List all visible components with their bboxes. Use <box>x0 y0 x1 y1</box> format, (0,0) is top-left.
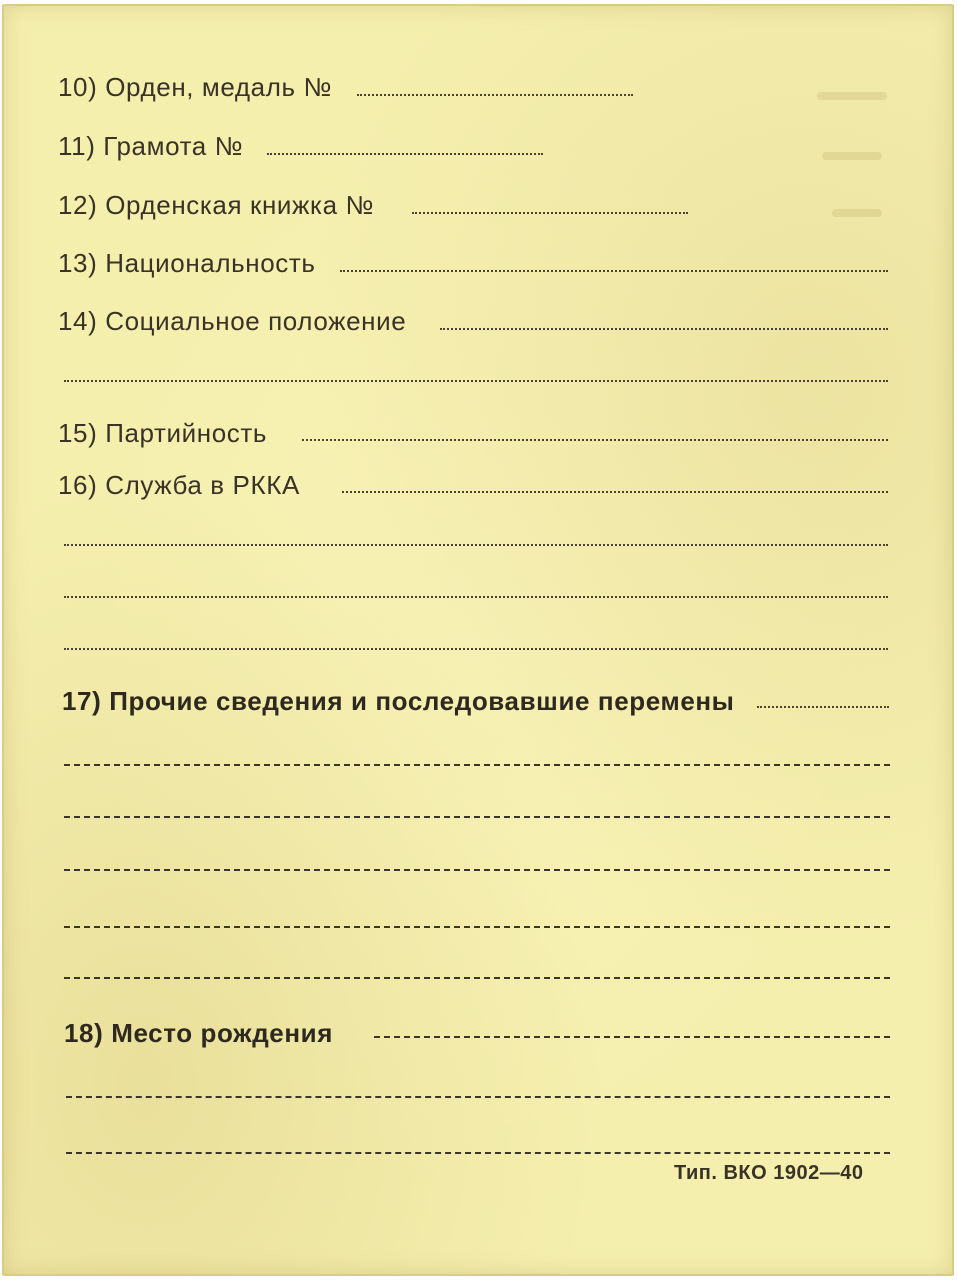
field-16-label: 16) Служба в РККА <box>58 470 300 500</box>
field-16-line-4[interactable] <box>64 648 888 650</box>
show-through-mark <box>822 152 882 160</box>
field-15-label: 15) Партийность <box>58 418 268 448</box>
field-14-line-2[interactable] <box>64 380 888 382</box>
field-13-label: 13) Национальность <box>58 248 316 278</box>
field-18-line-2[interactable] <box>66 1096 890 1098</box>
field-14-label: 14) Социальное положение <box>58 306 407 336</box>
field-10-line[interactable] <box>357 94 633 96</box>
field-15-line[interactable] <box>302 439 888 441</box>
document-card <box>2 4 954 1276</box>
field-16-line-3[interactable] <box>64 596 888 598</box>
field-18-line-3[interactable] <box>66 1152 890 1154</box>
field-14-line[interactable] <box>440 328 888 330</box>
field-17-label: 17) Прочие сведения и последовавшие перемены <box>62 686 735 716</box>
field-18-line[interactable] <box>374 1036 890 1038</box>
field-11-line[interactable] <box>267 153 543 155</box>
field-17-line-4[interactable] <box>64 869 890 871</box>
field-11-label: 11) Грамота № <box>58 131 244 161</box>
field-17-line-2[interactable] <box>64 764 890 766</box>
field-17-line-3[interactable] <box>64 816 890 818</box>
field-18-label: 18) Место рождения <box>64 1018 334 1048</box>
field-12-label: 12) Орденская книжка № <box>58 190 374 220</box>
field-16-line[interactable] <box>342 491 888 493</box>
field-17-line[interactable] <box>757 706 889 708</box>
show-through-mark <box>817 92 887 100</box>
field-10-label: 10) Орден, медаль № <box>58 72 332 102</box>
field-17-line-5[interactable] <box>64 926 890 928</box>
field-16-line-2[interactable] <box>64 544 888 546</box>
printer-imprint: Тип. ВКО 1902—40 <box>674 1162 864 1184</box>
field-13-line[interactable] <box>340 270 888 272</box>
show-through-mark <box>832 209 882 217</box>
field-12-line[interactable] <box>412 212 688 214</box>
field-17-line-6[interactable] <box>64 977 890 979</box>
